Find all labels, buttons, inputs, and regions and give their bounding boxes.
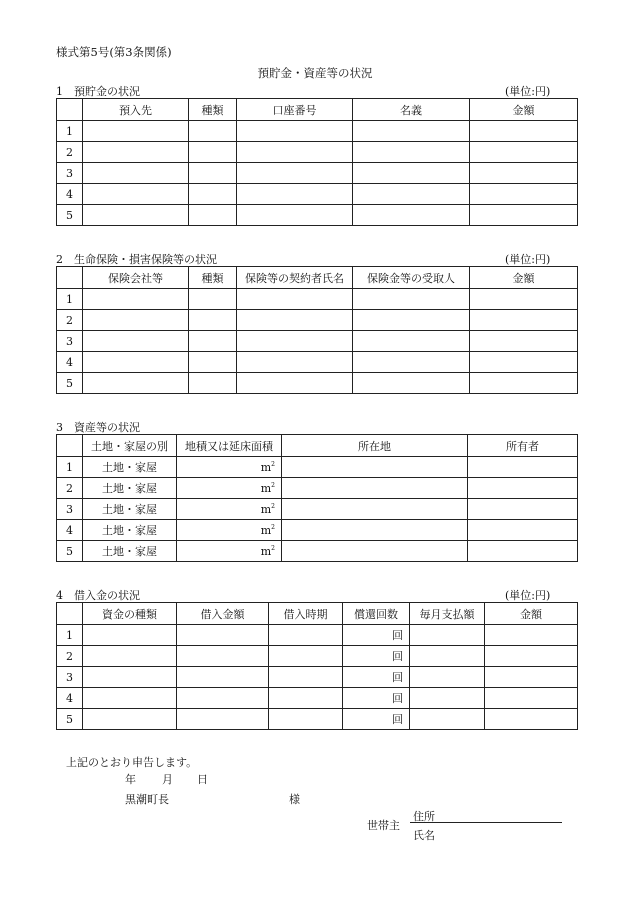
property-type: 土地・家屋 [83,478,177,499]
input-cell[interactable] [269,625,343,646]
input-cell[interactable] [177,688,269,709]
row-number: 1 [57,457,83,478]
row-number: 2 [57,478,83,499]
area-unit-exponent: 2 [271,460,275,468]
input-cell[interactable] [269,709,343,730]
table-row [57,289,578,310]
area-unit-exponent: 2 [271,523,275,531]
input-cell[interactable] [470,184,578,205]
input-cell[interactable] [83,205,189,226]
input-cell[interactable] [353,289,470,310]
input-cell[interactable] [468,520,578,541]
table-row [57,499,578,520]
row-number: 3 [57,667,83,688]
input-cell[interactable] [189,142,237,163]
input-cell[interactable] [485,688,578,709]
row-number: 5 [57,709,83,730]
section-4-heading: 4 借入金の状況 [56,589,140,602]
input-cell[interactable] [177,646,269,667]
input-cell[interactable] [189,289,237,310]
input-cell[interactable] [189,121,237,142]
row-number-header [57,267,83,289]
input-cell[interactable] [83,688,177,709]
insurance-table [56,266,578,394]
column-header: 口座番号 [237,99,353,121]
area-cell[interactable] [177,499,282,520]
input-cell[interactable] [282,478,468,499]
property-type: 土地・家屋 [83,499,177,520]
section-1-heading: 1 預貯金の状況 [56,85,140,98]
input-cell[interactable] [470,142,578,163]
column-header: 土地・家屋の別 [83,435,177,457]
column-header: 預入先 [83,99,189,121]
section-2-heading: 2 生命保険・損害保険等の状況 [56,253,217,266]
input-cell[interactable] [269,688,343,709]
input-cell[interactable] [353,352,470,373]
date-year: 年 [125,773,136,786]
deposits-table [56,98,578,226]
input-cell[interactable] [470,310,578,331]
input-cell[interactable] [177,625,269,646]
area-unit: m [260,502,272,516]
row-number: 3 [57,499,83,520]
input-cell[interactable] [353,205,470,226]
input-cell[interactable] [237,310,353,331]
table-row [57,205,578,226]
column-header: 毎月支払額 [410,603,485,625]
input-cell[interactable] [470,331,578,352]
input-cell[interactable] [83,289,189,310]
row-number: 4 [57,688,83,709]
form-label: 様式第5号(第3条関係) [56,45,172,59]
repayment-count-unit: 回 [343,709,410,730]
input-cell[interactable] [468,478,578,499]
column-header: 保険等の契約者氏名 [237,267,353,289]
row-number-header [57,435,83,457]
property-type: 土地・家屋 [83,541,177,562]
section-2-unit: (単位:円) [505,253,551,266]
column-header: 保険会社等 [83,267,189,289]
input-cell[interactable] [189,373,237,394]
input-cell[interactable] [177,667,269,688]
column-header: 金額 [485,603,578,625]
input-cell[interactable] [237,205,353,226]
row-number: 4 [57,352,83,373]
area-cell[interactable] [177,457,282,478]
input-cell[interactable] [189,310,237,331]
assets-table [56,434,578,562]
input-cell[interactable] [353,310,470,331]
input-cell[interactable] [282,457,468,478]
table-row [57,352,578,373]
row-number: 5 [57,541,83,562]
area-unit-exponent: 2 [271,481,275,489]
input-cell[interactable] [470,352,578,373]
table-header-row [57,435,578,457]
section-1-unit: (単位:円) [505,85,551,98]
address-label: 住所 [413,810,435,823]
table-row [57,163,578,184]
input-cell[interactable] [83,310,189,331]
input-cell[interactable] [353,373,470,394]
input-cell[interactable] [485,646,578,667]
input-cell[interactable] [470,163,578,184]
row-number: 2 [57,310,83,331]
row-number: 1 [57,121,83,142]
input-cell[interactable] [237,373,353,394]
input-cell[interactable] [237,121,353,142]
input-cell[interactable] [83,121,189,142]
column-header: 名義 [353,99,470,121]
row-number: 4 [57,184,83,205]
table-row [57,142,578,163]
input-cell[interactable] [83,709,177,730]
area-unit: m [260,481,272,495]
section-4-unit: (単位:円) [505,589,551,602]
table-row [57,688,578,709]
row-number: 5 [57,205,83,226]
row-number: 2 [57,142,83,163]
input-cell[interactable] [470,205,578,226]
section-3-heading: 3 資産等の状況 [56,421,140,434]
input-cell[interactable] [237,163,353,184]
repayment-count-unit: 回 [343,646,410,667]
column-header: 金額 [470,267,578,289]
input-cell[interactable] [269,646,343,667]
input-cell[interactable] [470,289,578,310]
input-cell[interactable] [410,625,485,646]
addressee-honorific: 様 [289,793,300,806]
area-cell[interactable] [177,541,282,562]
column-header: 償還回数 [343,603,410,625]
column-header: 保険金等の受取人 [353,267,470,289]
table-row [57,541,578,562]
table-header-row [57,603,578,625]
input-cell[interactable] [353,142,470,163]
column-header: 種類 [189,99,237,121]
loans-table [56,602,578,730]
area-unit: m [260,460,272,474]
input-cell[interactable] [468,499,578,520]
table-row [57,121,578,142]
area-unit-exponent: 2 [271,502,275,510]
input-cell[interactable] [189,184,237,205]
row-number: 1 [57,289,83,310]
table-header-row [57,99,578,121]
column-header: 資金の種類 [83,603,177,625]
input-cell[interactable] [237,142,353,163]
table-row [57,184,578,205]
table-row [57,331,578,352]
input-cell[interactable] [83,352,189,373]
table-row [57,709,578,730]
area-cell[interactable] [177,520,282,541]
row-number: 2 [57,646,83,667]
input-cell[interactable] [353,121,470,142]
input-cell[interactable] [470,121,578,142]
table-row [57,667,578,688]
input-cell[interactable] [485,709,578,730]
input-cell[interactable] [189,163,237,184]
column-header: 所在地 [282,435,468,457]
input-cell[interactable] [353,184,470,205]
date-month: 月 [162,773,173,786]
input-cell[interactable] [282,541,468,562]
input-cell[interactable] [237,289,353,310]
row-number: 3 [57,163,83,184]
input-cell[interactable] [83,184,189,205]
row-number: 3 [57,331,83,352]
input-cell[interactable] [237,331,353,352]
table-row [57,478,578,499]
input-cell[interactable] [83,625,177,646]
input-cell[interactable] [83,646,177,667]
area-unit: m [260,544,272,558]
input-cell[interactable] [83,667,177,688]
name-label: 氏名 [413,829,435,842]
row-number: 5 [57,373,83,394]
input-cell[interactable] [353,163,470,184]
table-row [57,520,578,541]
input-cell[interactable] [410,709,485,730]
input-cell[interactable] [83,163,189,184]
row-number: 4 [57,520,83,541]
area-unit-exponent: 2 [271,544,275,552]
input-cell[interactable] [189,331,237,352]
input-cell[interactable] [470,373,578,394]
householder-label: 世帯主 [367,819,400,832]
input-cell[interactable] [485,667,578,688]
input-cell[interactable] [410,667,485,688]
column-header: 所有者 [468,435,578,457]
declaration-text: 上記のとおり申告します。 [66,756,198,769]
column-header: 金額 [470,99,578,121]
property-type: 土地・家屋 [83,457,177,478]
document-title: 預貯金・資産等の状況 [257,66,373,80]
input-cell[interactable] [353,331,470,352]
repayment-count-unit: 回 [343,688,410,709]
input-cell[interactable] [410,646,485,667]
input-cell[interactable] [410,688,485,709]
input-cell[interactable] [83,373,189,394]
input-cell[interactable] [237,352,353,373]
date-day: 日 [197,773,208,786]
area-cell[interactable] [177,478,282,499]
input-cell[interactable] [83,142,189,163]
input-cell[interactable] [237,184,353,205]
input-cell[interactable] [269,667,343,688]
address-signature-line[interactable] [410,822,562,823]
area-unit: m [260,523,272,537]
input-cell[interactable] [177,709,269,730]
input-cell[interactable] [282,499,468,520]
property-type: 土地・家屋 [83,520,177,541]
column-header: 借入時期 [269,603,343,625]
row-number-header [57,603,83,625]
input-cell[interactable] [189,205,237,226]
table-row [57,457,578,478]
input-cell[interactable] [282,520,468,541]
input-cell[interactable] [468,457,578,478]
column-header: 借入金額 [177,603,269,625]
input-cell[interactable] [468,541,578,562]
table-header-row [57,267,578,289]
input-cell[interactable] [83,331,189,352]
column-header: 地積又は延床面積 [177,435,282,457]
row-number-header [57,99,83,121]
repayment-count-unit: 回 [343,667,410,688]
repayment-count-unit: 回 [343,625,410,646]
table-row [57,646,578,667]
row-number: 1 [57,625,83,646]
column-header: 種類 [189,267,237,289]
input-cell[interactable] [189,352,237,373]
addressee: 黒潮町長 [125,793,169,806]
table-row [57,310,578,331]
table-row [57,625,578,646]
input-cell[interactable] [485,625,578,646]
table-row [57,373,578,394]
